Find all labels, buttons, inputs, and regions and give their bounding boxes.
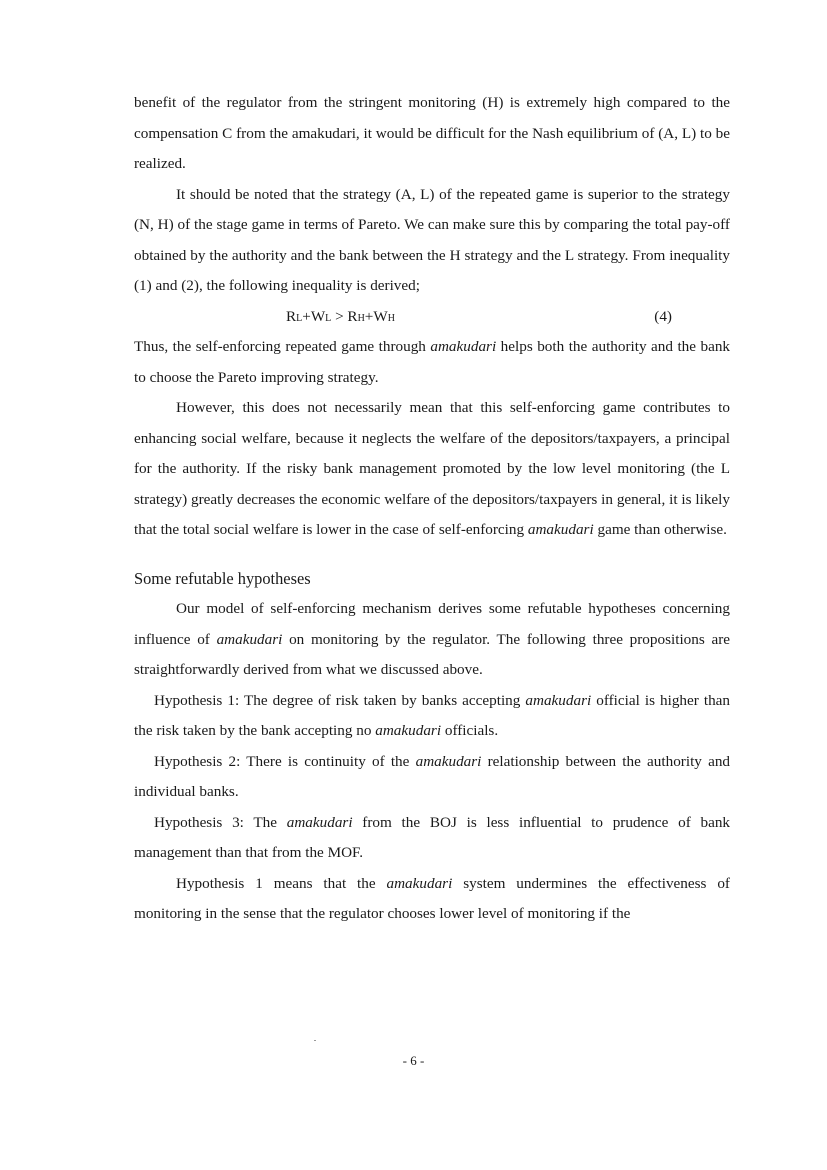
paragraph-social-welfare: However, this does not necessarily mean that this self-enforcing game contributes to enhancing social welfare, because it neglects the welfare of the depositors/taxpayers, a principal for the authority. If the risky bank management promoted by the low level monitoring (the L strategy) greatly decreases the economic welfare of the depositors/taxpayers in general, it is likely that the total social welfare is lower in the case of self-enforcing amakudari game than otherwise. (134, 399, 730, 538)
equation-number: (4) (654, 307, 672, 325)
paragraph-hypothesis-1-meaning: Hypothesis 1 means that the amakudari system undermines the effectiveness of monitoring in the sense that the regulator chooses lower level of monitoring if the (134, 874, 730, 922)
page-number: - 6 - (402, 1053, 425, 1068)
hypothesis-3: Hypothesis 3: The amakudari from the BOJ is less influential to prudence of bank management than that from the MOF. (134, 813, 731, 861)
section-heading: Some refutable hypotheses (134, 568, 311, 588)
hypothesis-2: Hypothesis 2: There is continuity of the amakudari relationship between the authority and individual banks. (134, 752, 731, 800)
scan-speck (314, 1040, 316, 1041)
inequality-4 (134, 302, 730, 333)
body-text (134, 88, 730, 930)
paragraph-pareto: It should be noted that the strategy (A, L) of the repeated game is superior to the strategy (N, H) of the stage game in terms of Pareto. We can make sure this by comparing the total pay-off obtained by the authority and the bank between the H strategy and the L strategy. From inequality (1) and (2), the following inequality is derived; (134, 185, 730, 294)
paragraph-continuation: benefit of the regulator from the stringent monitoring (H) is extremely high compared to the compensation C from the amakudari, it would be difficult for the Nash equilibrium of (A, L) to be realized. (134, 94, 730, 172)
inequality-formula: RL+WL > RH+WH (286, 307, 395, 325)
paragraph-thus: Thus, the self-enforcing repeated game through amakudari helps both the authority and the bank to choose the Pareto improving strategy. (134, 338, 731, 386)
paragraph-model: Our model of self-enforcing mechanism derives some refutable hypotheses concerning influence of amakudari on monitoring by the regulator. The following three propositions are straightforwardly derived from what we discussed above. (134, 600, 730, 678)
hypothesis-1: Hypothesis 1: The degree of risk taken by banks accepting amakudari official is higher than the risk taken by the bank accepting no amakudari officials. (134, 691, 730, 739)
